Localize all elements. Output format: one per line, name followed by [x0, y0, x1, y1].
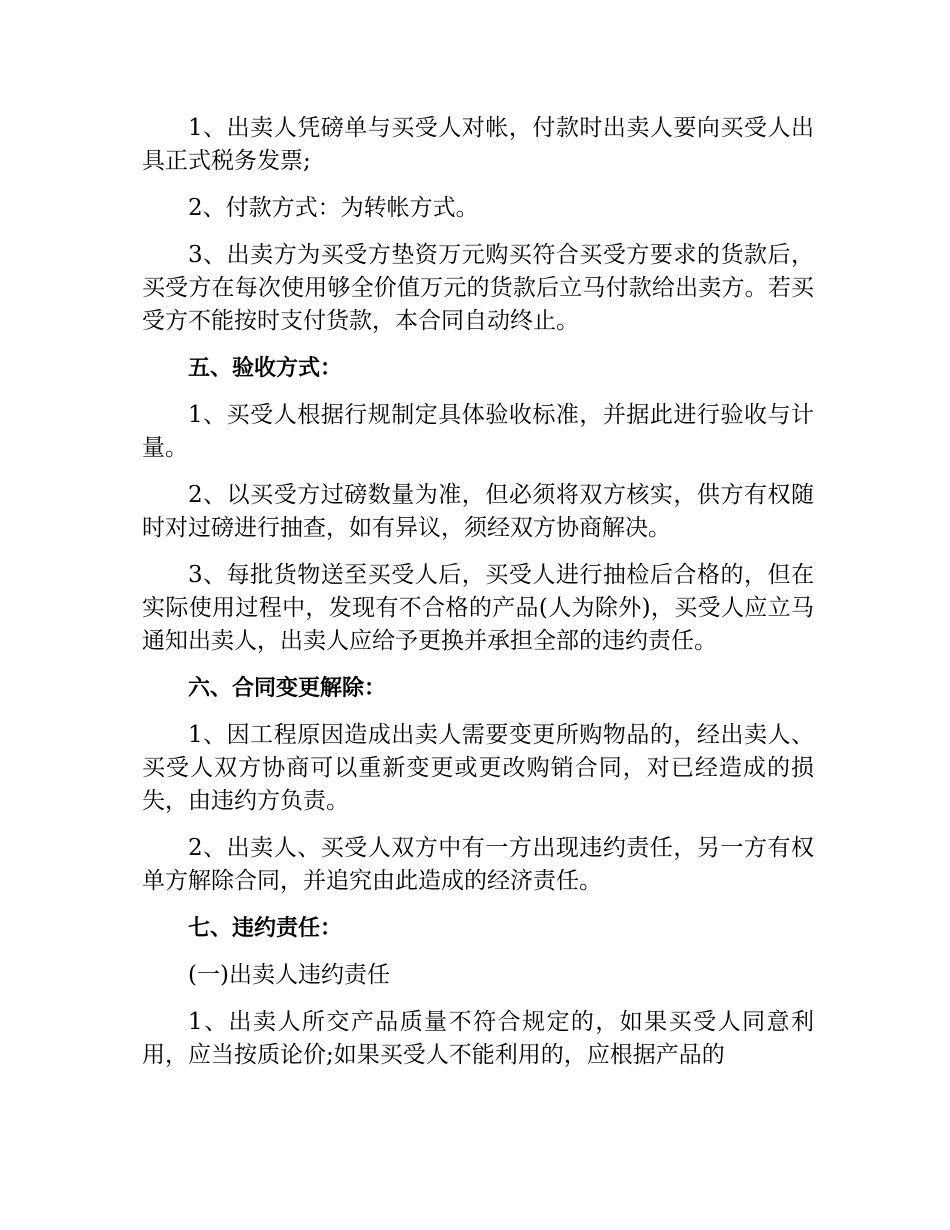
paragraph-defective-products: 3、每批货物送至买受人后，买受人进行抽检后合格的，但在实际使用过程中，发现有不合格的产品(人为除外)，买受人应立马通知出卖人，出卖人应给予更换并承担全部的违约责任。 [142, 562, 814, 654]
paragraph-acceptance-standard: 1、买受人根据行规制定具体验收标准，并据此进行验收与计量。 [142, 402, 814, 461]
paragraph-termination-right: 2、出卖人、买受人双方中有一方出现违约责任，另一方有权单方解除合同，并追究由此造成的经济责任。 [142, 835, 814, 894]
paragraph-advance-payment: 3、出卖方为买受方垫资万元购买符合买受方要求的货款后，买受方在每次使用够全价值万元的货款后立马付款给出卖方。若买受方不能按时支付货款，本合同自动终止。 [142, 242, 814, 334]
paragraph-invoice-reconciliation: 1、出卖人凭磅单与买受人对帐，付款时出卖人要向买受人出具正式税务发票; [142, 115, 814, 174]
paragraph-quality-nonconformance: 1、出卖人所交产品质量不符合规定的，如果买受人同意利用，应当按质论价;如果买受人不能利用的，应根据产品的 [142, 1009, 814, 1068]
heading-liability-for-breach: 七、违约责任： [188, 916, 343, 941]
paragraph-change-procurement: 1、因工程原因造成出卖人需要变更所购物品的，经出卖人、买受人双方协商可以重新变更或更改购销合同，对已经造成的损失，由违约方负责。 [142, 722, 814, 814]
subheading-seller-liability: (一)出卖人违约责任 [188, 962, 390, 988]
paragraph-payment-method: 2、付款方式：为转帐方式。 [188, 195, 479, 221]
heading-acceptance-method: 五、验收方式： [188, 356, 343, 381]
document-page [142, 112, 814, 1086]
paragraph-weighing-quantity: 2、以买受方过磅数量为准，但必须将双方核实，供方有权随时对过磅进行抽查，如有异议，须经双方协商解决。 [142, 482, 814, 541]
heading-contract-change: 六、合同变更解除： [188, 676, 387, 701]
